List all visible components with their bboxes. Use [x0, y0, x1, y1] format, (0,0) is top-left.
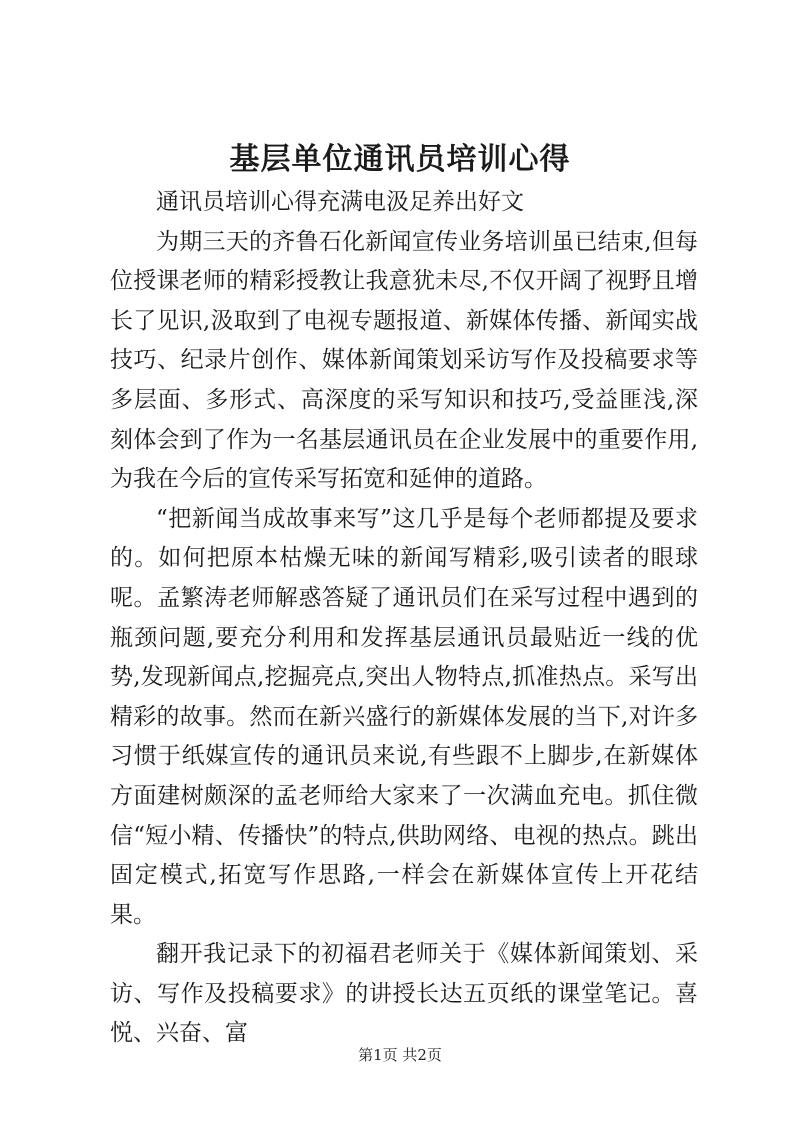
page-title: 基层单位通讯员培训心得	[229, 142, 571, 177]
body-paragraph-2: “把新闻当成故事来写”这几乎是每个老师都提及要求的。如何把原本枯燥无味的新闻写精彩,吸引读者的眼球呢。孟繁涛老师解惑答疑了通讯员们在采写过程中遇到的瓶颈问题,要充分利用和发挥基层通讯员最贴近一线的优势,发现新闻点,挖掘亮点,突出人物特点,抓准热点。采写出精彩的故事。然而在新兴盛行的新媒体发展的当下,对许多习惯于纸媒宣传的通讯员来说,有些跟不上脚步,在新媒体方面建树颇深的孟老师给大家来了一次满血充电。抓住微信“短小精、传播快”的特点,供助网络、电视的热点。跳出固定模式,拓宽写作思路,一样会在新媒体宣传上开花结果。	[110, 505, 698, 928]
body-paragraph-1: 为期三天的齐鲁石化新闻宣传业务培训虽已结束,但每位授课老师的精彩授教让我意犹未尽,不仅开阔了视野且增长了见识,汲取到了电视专题报道、新媒体传播、新闻实战技巧、纪录片创作、媒体新闻策划采访写作及投稿要求等多层面、多形式、高深度的采写知识和技巧,受益匪浅,深刻体会到了作为一名基层通讯员在企业发展中的重要作用,为我在今后的宣传采写拓宽和延伸的道路。	[110, 228, 698, 493]
subtitle-paragraph: 通讯员培训心得充满电汲足养出好文	[156, 189, 524, 215]
page-footer: 第1页 共2页	[358, 1046, 442, 1064]
document-body	[110, 183, 698, 1054]
body-paragraph-3: 翻开我记录下的初福君老师关于《媒体新闻策划、采访、写作及投稿要求》的讲授长达五页纸的课堂笔记。喜悦、兴奋、富	[110, 941, 698, 1047]
